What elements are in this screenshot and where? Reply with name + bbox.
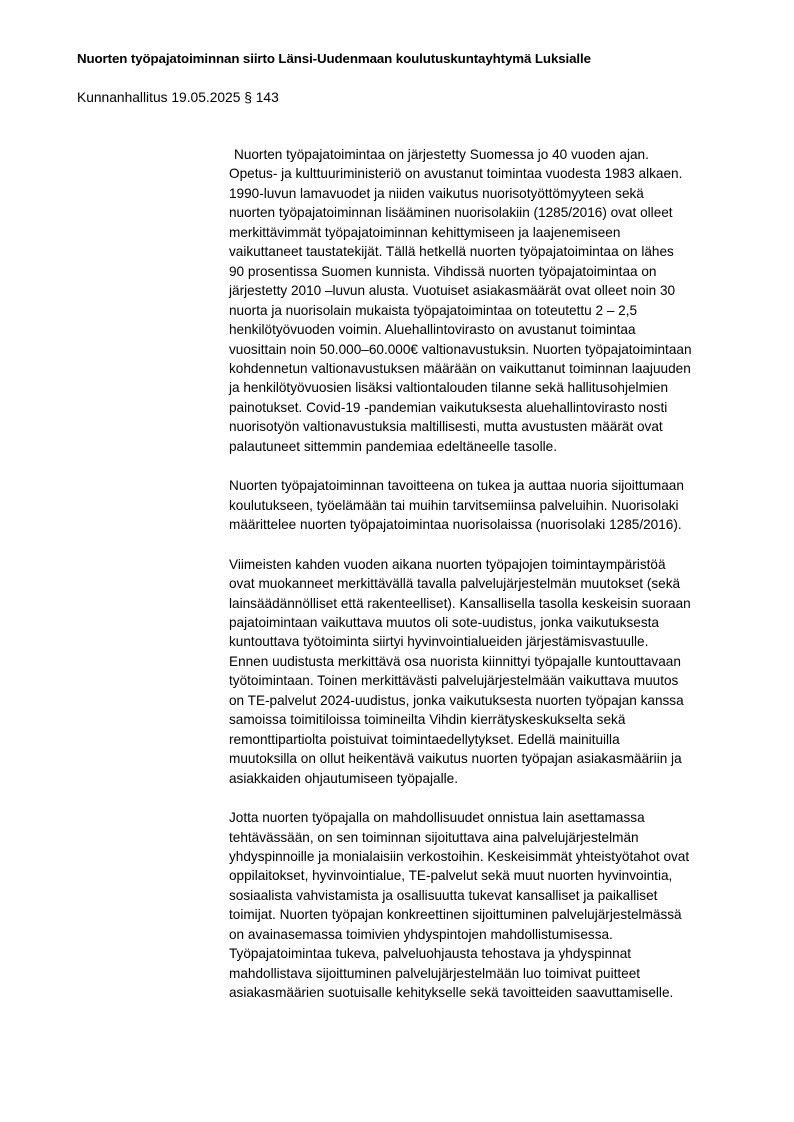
- paragraph: [229, 555, 749, 788]
- meeting-reference: Kunnanhallitus 19.05.2025 § 143: [77, 90, 279, 105]
- text-line: palautuneet sittemmin pandemiaa edeltäneelle tasolle.: [229, 438, 557, 454]
- text-line: Jotta nuorten työpajalla on mahdollisuudet onnistua lain asettamassa: [229, 810, 645, 826]
- text-line: ja henkilötyövuosien lisäksi valtiontalouden tilanne sekä hallitusohjelmien: [229, 380, 669, 396]
- text-line: yhdyspinnoille ja monialaisiin verkostoihin. Keskeisimmät yhteistyötahot ovat: [229, 848, 690, 864]
- text-line: on TE-palvelut 2024-uudistus, jonka vaikutuksesta nuorten työpajan kanssa: [229, 692, 684, 708]
- text-line: vaikuttaneet taustatekijät. Tällä hetkellä nuorten työpajatoimintaa on lähes: [229, 244, 674, 260]
- text-line: ovat muokanneet merkittävällä tavalla palvelujärjestelmän muutokset (sekä: [229, 576, 681, 592]
- text-line: Ennen uudistusta merkittävä osa nuorista kiinnittyi työpajalle kuntouttavaan: [229, 653, 681, 669]
- text-line: henkilötyövuoden voimin. Aluehallintovirasto on avustanut toimintaa: [229, 322, 636, 338]
- text-line: nuorta ja nuorisolain mukaista työpajatoimintaa on toteutettu 2 – 2,5: [229, 302, 638, 318]
- text-line: asiakkaiden ohjautumiseen työpajalle.: [229, 770, 458, 786]
- text-line: nuorten työpajatoiminnan lisääminen nuorisolakiin (1285/2016) ovat olleet: [229, 205, 673, 221]
- text-line: Opetus- ja kulttuuriministeriö on avustanut toimintaa vuodesta 1983 alkaen.: [229, 166, 683, 182]
- text-line: koulutukseen, työelämään tai muihin tarvitsemiinsa palveluihin. Nuorisolaki: [229, 497, 679, 513]
- text-line: merkittävimmät työpajatoiminnan kehittymiseen ja laajenemiseen: [229, 224, 621, 240]
- text-line: kuntouttava työtoiminta siirtyi hyvinvointialueiden järjestämisvastuulle.: [229, 634, 649, 650]
- text-line: 90 prosentissa Suomen kunnista. Vihdissä nuorten työpajatoimintaa on: [229, 263, 657, 279]
- text-line: nuorisotyön valtionavustuksia maltillisesti, mutta avustusten määrät ovat: [229, 419, 663, 435]
- text-line: mahdollistava sijoittuminen palvelujärjestelmään luo toimivat puitteet: [229, 965, 641, 981]
- text-line: järjestetty 2010 –luvun alusta. Vuotuiset asiakasmäärät ovat olleet noin 30: [229, 283, 676, 299]
- text-line: toimijat. Nuorten työpajan konkreettinen sijoittuminen palvelujärjestelmässä: [229, 907, 682, 923]
- paragraph: [229, 808, 749, 1003]
- text-line: työtoimintaan. Toinen merkittävästi palvelujärjestelmään vaikuttava muutos: [229, 673, 679, 689]
- text-line: lainsäädännölliset että rakenteelliset). Kansallisella tasolla keskeisin suoraan: [229, 595, 691, 611]
- text-line: remonttipartiolta poistuivat toimintaedellytykset. Edellä mainituilla: [229, 731, 620, 747]
- text-line: määrittelee nuorten työpajatoimintaa nuorisolaissa (nuorisolaki 1285/2016).: [229, 517, 682, 533]
- text-line: samoissa toimitiloissa toimineilta Vihdin kierrätyskeskukselta sekä: [229, 712, 626, 728]
- text-line: sosiaalista vahvistamista ja osallisuutta tukevat kansalliset ja paikalliset: [229, 887, 658, 903]
- text-line: kohdennetun valtionavustuksen määrään on vaikuttanut toiminnan laajuuden: [229, 360, 691, 376]
- text-line: Nuorten työpajatoimintaa on järjestetty Suomessa jo 40 vuoden ajan.: [234, 147, 649, 162]
- text-line: oppilaitokset, hyvinvointialue, TE-palvelut sekä muut nuorten hyvinvointia,: [229, 868, 673, 884]
- document-body: [229, 145, 749, 1023]
- text-line: vuosittain noin 50.000–60.000€ valtionavustuksin. Nuorten työpajatoimintaan: [229, 341, 692, 357]
- text-line: asiakasmäärien suotuisalle kehitykselle sekä tavoitteiden saavuttamiselle.: [229, 985, 674, 1001]
- text-line: Viimeisten kahden vuoden aikana nuorten työpajojen toimintaympäristöä: [229, 556, 666, 572]
- paragraph: [229, 476, 749, 534]
- text-line: on avainasemassa toimivien yhdyspintojen mahdollistumisessa.: [229, 926, 613, 942]
- text-line: 1990-luvun lamavuodet ja niiden vaikutus nuorisotyöttömyyteen sekä: [229, 185, 644, 201]
- text-line: tehtävässään, on sen toiminnan sijoituttava aina palvelujärjestelmän: [229, 829, 639, 845]
- text-line: painotukset. Covid-19 -pandemian vaikutuksesta aluehallintovirasto nosti: [229, 399, 668, 415]
- document-title: Nuorten työpajatoiminnan siirto Länsi-Uudenmaan koulutuskuntayhtymä Luksialle: [77, 51, 591, 66]
- text-line: pajatoimintaan vaikuttava muutos oli sote-uudistus, jonka vaikutuksesta: [229, 614, 659, 630]
- text-line: Nuorten työpajatoiminnan tavoitteena on tukea ja auttaa nuoria sijoittumaan: [229, 478, 684, 494]
- paragraph: [229, 145, 749, 456]
- text-line: muutoksilla on ollut heikentävä vaikutus nuorten työpajan asiakasmääriin ja: [229, 751, 682, 767]
- text-line: Työpajatoimintaa tukeva, palveluohjausta tehostava ja yhdyspinnat: [229, 946, 632, 962]
